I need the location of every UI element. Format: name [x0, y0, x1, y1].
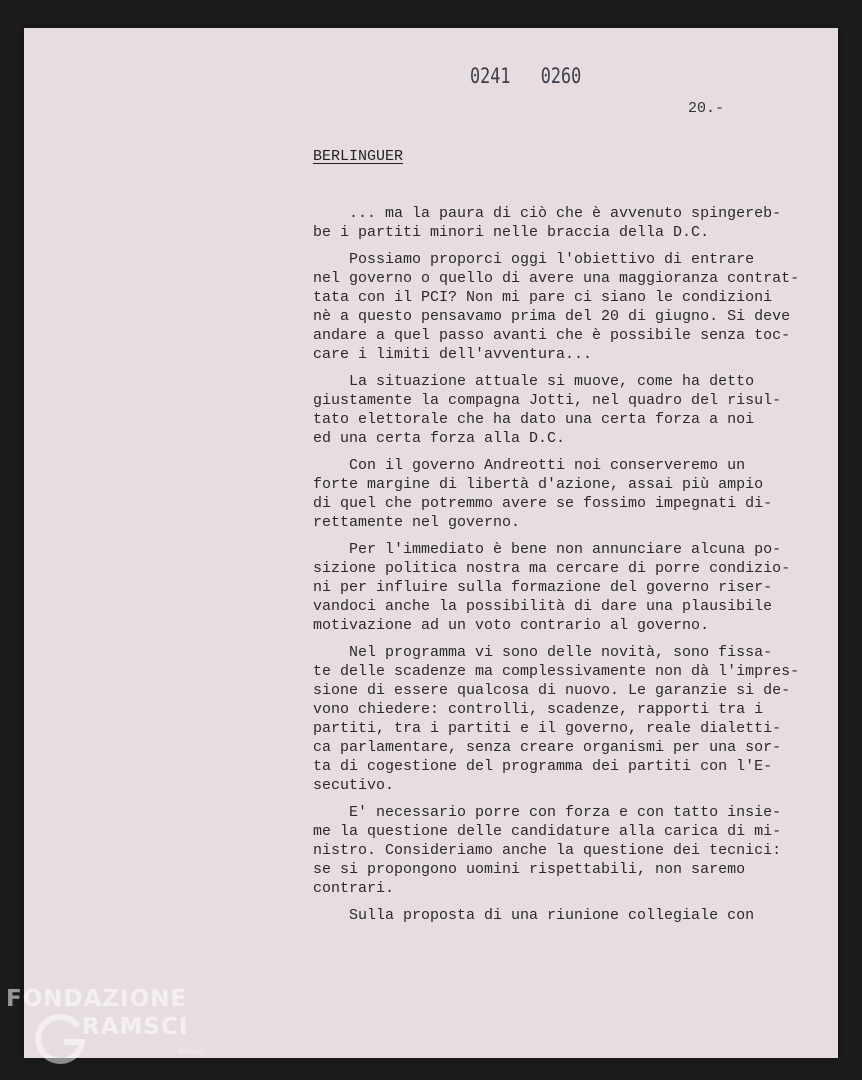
typed-body — [313, 204, 833, 933]
fondazione-gramsci-watermark — [4, 986, 214, 1076]
text-line: giustamente la compagna Jotti, nel quadro del risul- — [313, 392, 782, 409]
text-line: vono chiedere: controlli, scadenze, rapporti tra i — [313, 701, 764, 718]
text-line: Nel programma vi sono delle novità, sono fissa- — [313, 644, 773, 661]
text-line: E' necessario porre con forza e con tatto insie- — [313, 804, 782, 821]
watermark-line2: RAMSCI — [82, 1014, 189, 1040]
paragraph — [313, 540, 833, 635]
text-line: nistro. Consideriamo anche la questione dei tecnici: — [313, 842, 782, 859]
text-line: contrari. — [313, 880, 395, 897]
paragraph — [313, 372, 833, 448]
text-line: di quel che potremmo avere se fossimo impegnati di- — [313, 495, 773, 512]
text-line: secutivo. — [313, 777, 395, 794]
speaker-heading: BERLINGUER — [313, 148, 404, 165]
text-line: Sulla proposta di una riunione collegiale con — [313, 907, 755, 924]
gramsci-g-logo-icon — [34, 1012, 88, 1066]
text-line: sione di essere qualcosa di nuovo. Le garanzie si de- — [313, 682, 791, 699]
text-line: ed una certa forza alla D.C. — [313, 430, 566, 447]
archive-stamp-number: 0241 0260 — [470, 64, 582, 88]
paper-sheet — [24, 28, 838, 1058]
text-line: be i partiti minori nelle braccia della D.C. — [313, 224, 710, 241]
text-line: andare a quel passo avanti che è possibile senza toc- — [313, 327, 791, 344]
watermark-onlus: onlus — [178, 1046, 205, 1057]
text-line: forte margine di libertà d'azione, assai più ampio — [313, 476, 764, 493]
text-line: Per l'immediato è bene non annunciare alcuna po- — [313, 541, 782, 558]
text-line: nel governo o quello di avere una maggioranza contrat- — [313, 270, 800, 287]
text-line: nè a questo pensavamo prima del 20 di giugno. Si deve — [313, 308, 791, 325]
paragraph — [313, 643, 833, 795]
text-line: tata con il PCI? Non mi pare ci siano le condizioni — [313, 289, 773, 306]
text-line: motivazione ad un voto contrario al governo. — [313, 617, 710, 634]
text-line: vandoci anche la possibilità di dare una plausibile — [313, 598, 773, 615]
text-line: partiti, tra i partiti e il governo, reale dialetti- — [313, 720, 782, 737]
text-line: me la questione delle candidature alla carica di mi- — [313, 823, 782, 840]
paragraph — [313, 204, 833, 242]
text-line: sizione politica nostra ma cercare di porre condizio- — [313, 560, 791, 577]
paragraph — [313, 803, 833, 898]
text-line: ta di cogestione del programma dei partiti con l'E- — [313, 758, 773, 775]
text-line: care i limiti dell'avventura... — [313, 346, 593, 363]
paragraph — [313, 250, 833, 364]
text-line: rettamente nel governo. — [313, 514, 521, 531]
text-line: La situazione attuale si muove, come ha detto — [313, 373, 755, 390]
paragraph — [313, 906, 833, 925]
text-line: Possiamo proporci oggi l'obiettivo di entrare — [313, 251, 755, 268]
paragraph — [313, 456, 833, 532]
text-line: te delle scadenze ma complessivamente non dà l'impres- — [313, 663, 800, 680]
text-line: Con il governo Andreotti noi conserveremo un — [313, 457, 746, 474]
text-line: ca parlamentare, senza creare organismi per una sor- — [313, 739, 782, 756]
watermark-line1: FONDAZIONE — [6, 986, 188, 1012]
page-number: 20.- — [688, 100, 725, 117]
text-line: tato elettorale che ha dato una certa forza a noi — [313, 411, 755, 428]
text-line: se si propongono uomini rispettabili, non saremo — [313, 861, 746, 878]
text-line: ni per influire sulla formazione del governo riser- — [313, 579, 773, 596]
text-line: ... ma la paura di ciò che è avvenuto spingereb- — [313, 205, 782, 222]
